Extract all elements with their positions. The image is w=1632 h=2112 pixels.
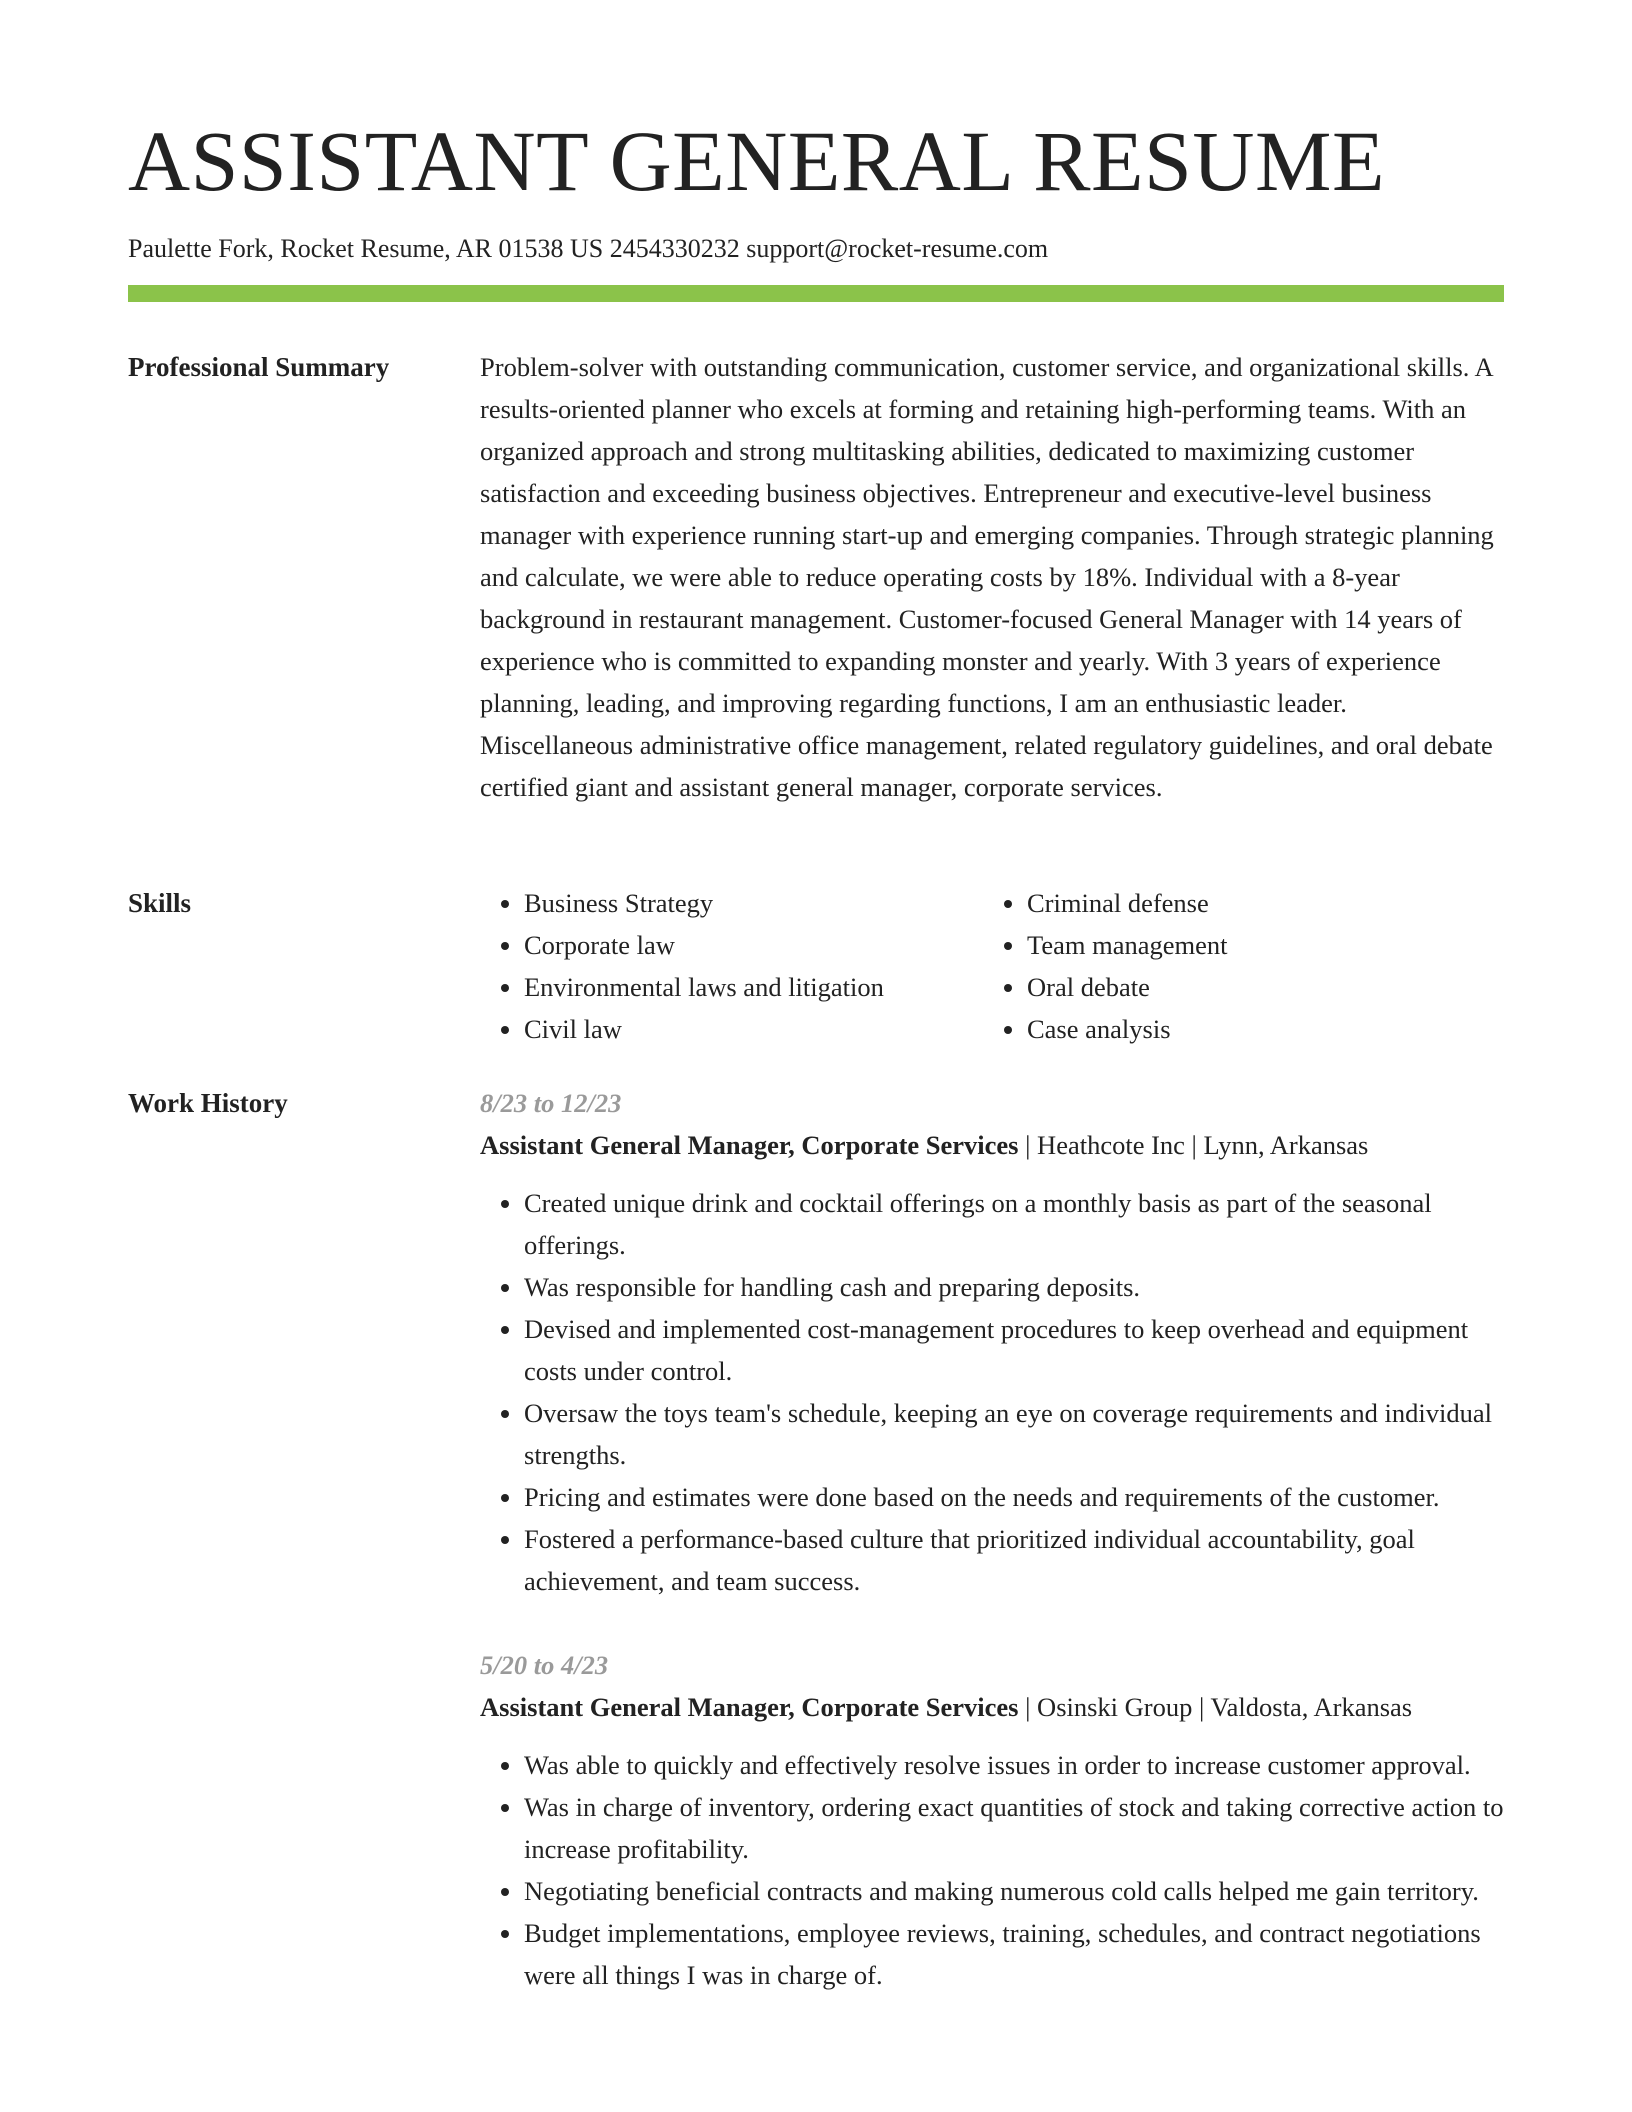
skills-columns — [480, 882, 1504, 1050]
skills-list-right — [983, 882, 1486, 1050]
contact-name: Paulette Fork, — [128, 234, 281, 263]
summary-text: Problem-solver with outstanding communication, customer service, and organizational skills. A results-oriented planner who excels at forming and retaining high-performing teams. With an organized approach and strong multitasking abilities, dedicated to maximizing customer satisfaction and exceeding business objectives. Entrepreneur and executive-level business manager with experience running start-up and emerging companies. Through strategic planning and calculate, we were able to reduce operating costs by 18%. Individual with a 8-year background in restaurant management. Customer-focused General Manager with 14 years of experience who is committed to expanding monster and yearly. With 3 years of experience planning, leading, and improving regarding functions, I am an enthusiastic leader. Miscellaneous administrative office management, related regulatory guidelines, and oral debate certified giant and assistant general manager, corporate services. — [480, 352, 1494, 802]
work-history-heading: Work History — [128, 1088, 288, 1118]
skills-list-left — [480, 882, 983, 1050]
skill-item: • Criminal defense — [1027, 882, 1486, 924]
job-header — [480, 1686, 1504, 1728]
resume-title: ASSISTANT GENERAL RESUME — [128, 113, 1385, 209]
skills-body — [480, 882, 1504, 1050]
job-entry — [480, 1644, 1504, 1996]
job-bullet: • Was in charge of inventory, ordering exact quantities of stock and taking corrective action to increase profitability. — [524, 1786, 1504, 1870]
skill-item: • Environmental laws and litigation — [524, 966, 983, 1008]
skill-item: • Corporate law — [524, 924, 983, 966]
job-bullet: • Was able to quickly and effectively resolve issues in order to increase customer approval. — [524, 1744, 1504, 1786]
contact-line — [128, 232, 1048, 266]
job-header — [480, 1124, 1504, 1166]
job-employer-location: | Heathcote Inc | Lynn, Arkansas — [1018, 1130, 1369, 1160]
job-bullet: • Oversaw the toys team's schedule, keeping an eye on coverage requirements and individual strengths. — [524, 1392, 1504, 1476]
job-bullet: • Was responsible for handling cash and preparing deposits. — [524, 1266, 1504, 1308]
work-history-body — [480, 1082, 1504, 1996]
skill-item: • Team management — [1027, 924, 1486, 966]
summary-heading: Professional Summary — [128, 352, 390, 382]
contact-email[interactable]: support@rocket-resume.com — [746, 234, 1049, 263]
job-employer-location: | Osinski Group | Valdosta, Arkansas — [1018, 1692, 1413, 1722]
job-bullet: • Pricing and estimates were done based on the needs and requirements of the customer. — [524, 1476, 1504, 1518]
contact-company: Rocket Resume, — [280, 234, 456, 263]
skills-heading: Skills — [128, 888, 192, 918]
skill-item: • Civil law — [524, 1008, 983, 1050]
job-title: Assistant General Manager, Corporate Services — [480, 1130, 1019, 1160]
job-bullet: • Devised and implemented cost-management procedures to keep overhead and equipment costs under control. — [524, 1308, 1504, 1392]
skill-item: • Business Strategy — [524, 882, 983, 924]
skill-item: • Case analysis — [1027, 1008, 1486, 1050]
job-bullet: • Fostered a performance-based culture that prioritized individual accountability, goal achievement, and team success. — [524, 1518, 1504, 1602]
contact-country: US — [569, 234, 610, 263]
job-bullets — [480, 1744, 1504, 1996]
skill-item: • Oral debate — [1027, 966, 1486, 1008]
summary-body — [480, 346, 1504, 808]
job-bullet: • Negotiating beneficial contracts and making numerous cold calls helped me gain territory. — [524, 1870, 1504, 1912]
contact-state-zip: AR 01538 — [455, 234, 570, 263]
accent-divider — [128, 285, 1504, 302]
job-entry — [480, 1082, 1504, 1602]
job-bullet: • Created unique drink and cocktail offerings on a monthly basis as part of the seasonal offerings. — [524, 1182, 1504, 1266]
job-title: Assistant General Manager, Corporate Services — [480, 1692, 1019, 1722]
job-bullets — [480, 1182, 1504, 1602]
job-bullet: • Budget implementations, employee reviews, training, schedules, and contract negotiations were all things I was in charge of. — [524, 1912, 1504, 1996]
contact-phone: 2454330232 — [609, 234, 747, 263]
job-dates: 8/23 to 12/23 — [480, 1088, 622, 1118]
job-dates: 5/20 to 4/23 — [480, 1650, 609, 1680]
